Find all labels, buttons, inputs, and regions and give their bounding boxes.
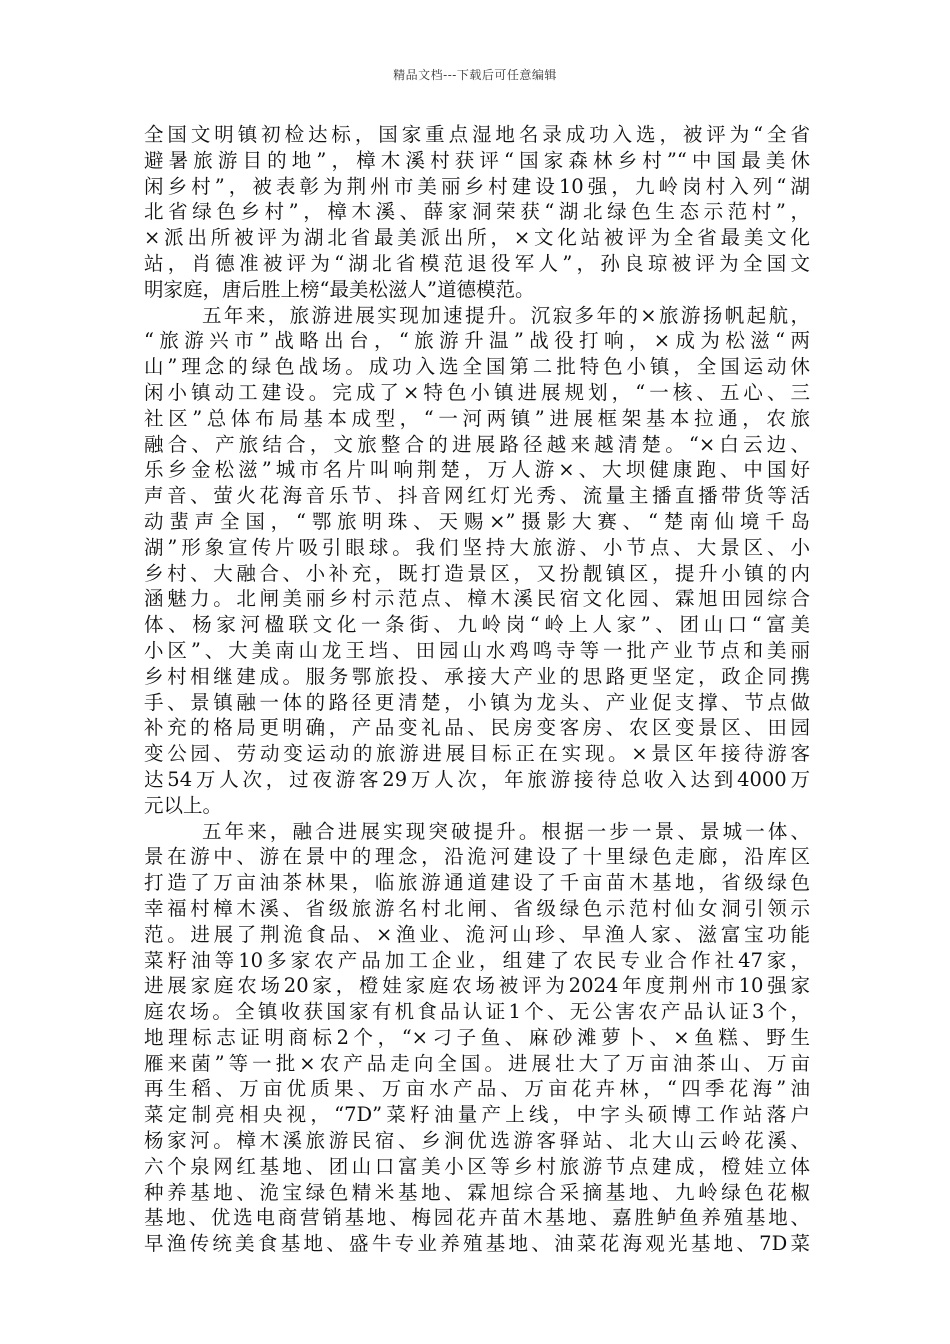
text-line: 山”理念的绿色战场。成功入选全国第二批特色小镇，全国运动休 bbox=[144, 355, 810, 379]
text-line: 幸福村樟木溪、省级旅游名村北闸、省级绿色示范村仙女洞引领示 bbox=[144, 896, 810, 920]
text-line: 早渔传统美食基地、盛牛专业养殖基地、油菜花海观光基地、7D菜 bbox=[144, 1232, 810, 1256]
text-line: 再生稻、万亩优质果、万亩水产品、万亩花卉林，“四季花海”油 bbox=[144, 1077, 810, 1101]
text-line: 五年来，旅游进展实现加速提升。沉寂多年的×旅游扬帆起航， bbox=[202, 303, 810, 327]
text-line: 小区”、大美南山龙王垱、田园山水鸡鸣寺等一批产业节点和美丽 bbox=[144, 638, 810, 662]
text-line: 乡村、大融合、小补充，既打造景区，又扮靓镇区，提升小镇的内 bbox=[144, 561, 810, 585]
text-line: 北省绿色乡村”，樟木溪、薛家洞荣获“湖北绿色生态示范村”， bbox=[144, 200, 810, 224]
text-line: 融合、产旅结合，文旅整合的进展路径越来越清楚。“×白云边、 bbox=[144, 432, 810, 456]
paragraph-2 bbox=[144, 303, 810, 819]
text-line: 打造了万亩油茶林果，临旅游通道建设了千亩苗木基地，省级绿色 bbox=[144, 871, 810, 895]
text-line: ×派出所被评为湖北省最美派出所，×文化站被评为全省最美文化 bbox=[144, 226, 810, 250]
document-body bbox=[144, 122, 810, 1257]
text-line: 菜定制亮相央视，“7D”菜籽油量产上线，中字头硕博工作站落户 bbox=[144, 1103, 810, 1127]
text-line: 庭农场。全镇收获国家有机食品认证1个、无公害农产品认证3个， bbox=[144, 1000, 810, 1024]
text-line: 变公园、劳动变运动的旅游进展目标正在实现。×景区年接待游客 bbox=[144, 742, 810, 766]
text-line: 菜籽油等10多家农产品加工企业，组建了农民专业合作社47家， bbox=[144, 948, 810, 972]
text-line: 社区”总体布局基本成型，“一河两镇”进展框架基本拉通，农旅 bbox=[144, 406, 810, 430]
text-line: 动蜚声全国，“鄂旅明珠、天赐×”摄影大赛、“楚南仙境千岛 bbox=[144, 509, 810, 533]
text-line: 雁来菌”等一批×农产品走向全国。进展壮大了万亩油茶山、万亩 bbox=[144, 1051, 810, 1075]
text-line: 补充的格局更明确，产品变礼品、民房变客房、农区变景区、田园 bbox=[144, 716, 810, 740]
text-line: 体、杨家河楹联文化一条街、九岭岗“岭上人家”、团山口“富美 bbox=[144, 613, 810, 637]
text-line: 范。进展了荆洈食品、×渔业、洈河山珍、早渔人家、滋富宝功能 bbox=[144, 922, 810, 946]
text-line: 乐乡金松滋”城市名片叫响荆楚，万人游×、大坝健康跑、中国好 bbox=[144, 458, 810, 482]
text-line: 种养基地、洈宝绿色精米基地、霖旭综合采摘基地、九岭绿色花椒 bbox=[144, 1180, 810, 1204]
text-line: 全国文明镇初检达标，国家重点湿地名录成功入选，被评为“全省 bbox=[144, 123, 810, 146]
text-line: 明家庭，唐后胜上榜“最美松滋人”道德模范。 bbox=[144, 277, 535, 301]
text-line: 声音、萤火花海音乐节、抖音网红灯光秀、流量主播直播带货等活 bbox=[144, 484, 810, 508]
paragraph-3 bbox=[144, 819, 810, 1258]
text-line: 避暑旅游目的地”，樟木溪村获评“国家森林乡村”“中国最美休 bbox=[144, 148, 810, 172]
text-line: 站，肖德准被评为“湖北省模范退役军人”，孙良琼被评为全国文 bbox=[144, 251, 810, 275]
text-line: 六个泉网红基地、团山口富美小区等乡村旅游节点建成，橙娃立体 bbox=[144, 1154, 810, 1178]
text-line: 乡村相继建成。服务鄂旅投、承接大产业的思路更坚定，政企同携 bbox=[144, 664, 810, 688]
text-line: 手、景镇融一体的路径更清楚，小镇为龙头、产业促支撑、节点做 bbox=[144, 690, 810, 714]
text-line: 地理标志证明商标2个，“×刁子鱼、麻砂滩萝卜、×鱼糕、野生 bbox=[144, 1025, 810, 1049]
page-header: 精品文档---下载后可任意编辑 bbox=[393, 68, 557, 82]
text-line: 湖”形象宣传片吸引眼球。我们坚持大旅游、小节点、大景区、小 bbox=[144, 535, 810, 559]
text-line: 涵魅力。北闸美丽乡村示范点、樟木溪民宿文化园、霖旭田园综合 bbox=[144, 587, 810, 611]
text-line: 景在游中、游在景中的理念，沿洈河建设了十里绿色走廊，沿库区 bbox=[144, 845, 810, 869]
text-line: 基地、优选电商营销基地、梅园花卉苗木基地、嘉胜鲈鱼养殖基地、 bbox=[144, 1206, 810, 1230]
text-line: 闲小镇动工建设。完成了×特色小镇进展规划，“一核、五心、三 bbox=[144, 380, 810, 404]
text-line: 达54万人次，过夜游客29万人次，年旅游接待总收入达到4000万 bbox=[144, 767, 810, 791]
text-line: 杨家河。樟木溪旅游民宿、乡涧优选游客驿站、北大山云岭花溪、 bbox=[144, 1129, 810, 1153]
text-line: 进展家庭农场20家，橙娃家庭农场被评为2024年度荆州市10强家 bbox=[144, 974, 810, 998]
paragraph-1 bbox=[144, 122, 810, 303]
text-line: 元以上。 bbox=[144, 793, 223, 817]
text-line: “旅游兴市”战略出台，“旅游升温”战役打响，×成为松滋“两 bbox=[144, 329, 810, 353]
text-line: 闲乡村”，被表彰为荆州市美丽乡村建设10强，九岭岗村入列“湖 bbox=[144, 174, 810, 198]
text-line: 五年来，融合进展实现突破提升。根据一步一景、景城一体、 bbox=[202, 819, 810, 843]
